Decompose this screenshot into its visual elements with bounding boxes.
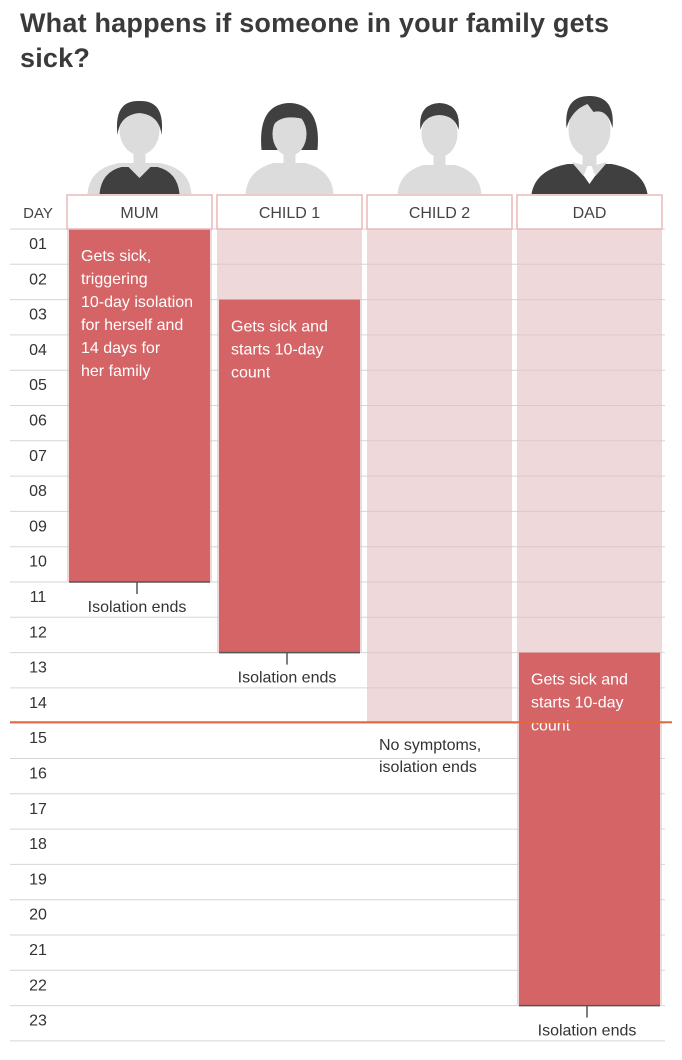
member-note-line: starts 10-day — [231, 341, 324, 359]
member-note-line: 10-day isolation — [81, 294, 194, 311]
member-note-line: 14 days for — [81, 340, 161, 357]
member-note-line: Gets sick and — [231, 318, 328, 336]
isolation-end-label-line: isolation ends — [379, 759, 477, 777]
member-name: CHILD 2 — [408, 205, 471, 222]
member-note-line: triggering — [81, 271, 148, 288]
day-label: 03 — [29, 306, 47, 324]
day-label: 01 — [29, 236, 47, 253]
day-label: 07 — [29, 447, 47, 465]
boy-short-hair-icon — [398, 103, 482, 194]
day-label: 17 — [29, 800, 47, 818]
avatars — [88, 96, 648, 194]
day-header: DAY — [23, 205, 53, 222]
day-label: 11 — [29, 589, 47, 606]
day-label: 13 — [29, 659, 47, 677]
member-note-line: starts 10-day — [531, 694, 624, 712]
day-label: 02 — [29, 271, 47, 289]
day-label: 18 — [29, 836, 47, 854]
day-label: 06 — [29, 412, 47, 430]
isolation-end-label — [379, 737, 481, 776]
day-label: 08 — [29, 483, 47, 501]
day-label: 23 — [29, 1012, 47, 1030]
member-name: MUM — [120, 205, 159, 222]
member-note-line: her family — [81, 363, 151, 380]
day-label: 19 — [29, 871, 47, 889]
member-name: DAD — [572, 205, 607, 222]
day-label: 12 — [29, 624, 47, 642]
member-note-line: for herself and — [81, 317, 184, 334]
isolation-end-label-line: No symptoms, — [379, 737, 482, 755]
day-label: 15 — [29, 730, 47, 748]
woman-short-hair-icon — [88, 101, 192, 194]
day-label: 21 — [29, 942, 47, 959]
member-note-line: count — [531, 717, 571, 735]
day-label: 09 — [29, 518, 47, 536]
day-label: 04 — [29, 341, 47, 359]
member-note-line: Gets sick and — [531, 671, 628, 689]
day-label: 10 — [29, 553, 47, 571]
member-note-line: count — [231, 364, 271, 382]
day-label: 14 — [29, 694, 47, 712]
member-note-line: Gets sick, — [81, 248, 152, 265]
girl-bob-hair-icon — [246, 103, 334, 194]
day-label: 22 — [29, 977, 47, 995]
day-label: 05 — [29, 377, 47, 395]
day-label: 20 — [29, 906, 47, 924]
day-label: 16 — [29, 765, 47, 783]
page-title: What happens if someone in your family gets sick? — [20, 8, 610, 73]
isolation-end-label: Isolation ends — [237, 669, 337, 687]
member-name: CHILD 1 — [258, 205, 321, 222]
isolation-end-label: Isolation ends — [537, 1022, 637, 1040]
isolation-end-label: Isolation ends — [87, 599, 187, 616]
man-collared-shirt-icon — [532, 96, 648, 194]
